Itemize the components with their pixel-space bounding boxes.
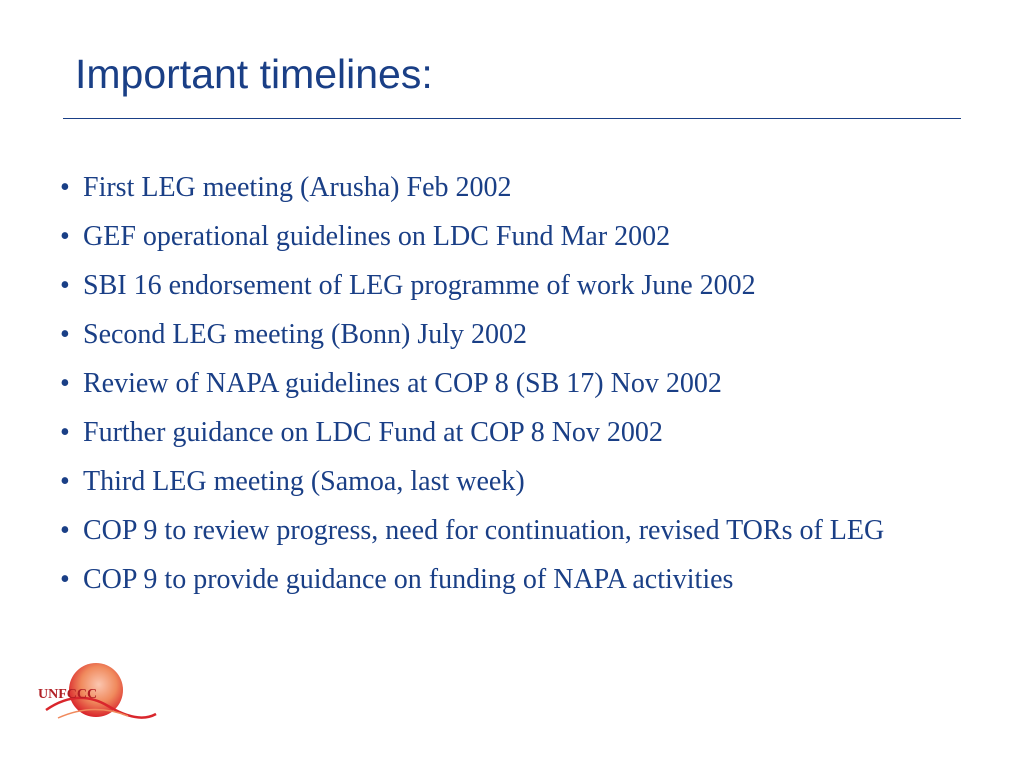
- bullet-icon: •: [60, 319, 70, 350]
- list-item: [60, 212, 960, 261]
- bullet-icon: •: [60, 417, 70, 448]
- unfccc-logo-icon: [38, 658, 158, 730]
- bullet-icon: •: [60, 221, 70, 252]
- bullet-icon: •: [60, 368, 70, 399]
- list-item: [60, 457, 960, 506]
- title-divider: [63, 118, 961, 119]
- list-item: [60, 261, 960, 310]
- list-item-text: Review of NAPA guidelines at COP 8 (SB 17) Nov 2002: [83, 368, 722, 399]
- timeline-list: [60, 163, 960, 604]
- bullet-icon: •: [60, 270, 70, 301]
- bullet-icon: •: [60, 564, 70, 595]
- bullet-icon: •: [60, 515, 70, 546]
- slide-title: Important timelines:: [75, 51, 433, 97]
- list-item: [60, 408, 960, 457]
- list-item-text: GEF operational guidelines on LDC Fund Mar 2002: [83, 221, 671, 252]
- list-item: [60, 163, 960, 212]
- list-item-text: First LEG meeting (Arusha) Feb 2002: [83, 172, 512, 203]
- list-item-text: Further guidance on LDC Fund at COP 8 Nov 2002: [83, 417, 663, 448]
- list-item: [60, 310, 960, 359]
- list-item-text: COP 9 to review progress, need for continuation, revised TORs of LEG: [83, 515, 885, 546]
- bullet-icon: •: [60, 172, 70, 203]
- bullet-icon: •: [60, 466, 70, 497]
- list-item-text: SBI 16 endorsement of LEG programme of work June 2002: [83, 270, 756, 301]
- list-item-text: Second LEG meeting (Bonn) July 2002: [83, 319, 528, 350]
- logo-text: UNFCCC: [38, 687, 98, 702]
- list-item: [60, 506, 960, 555]
- list-item-text: Third LEG meeting (Samoa, last week): [83, 466, 525, 497]
- list-item: [60, 359, 960, 408]
- list-item: [60, 555, 960, 604]
- list-item-text: COP 9 to provide guidance on funding of NAPA activities: [83, 564, 734, 595]
